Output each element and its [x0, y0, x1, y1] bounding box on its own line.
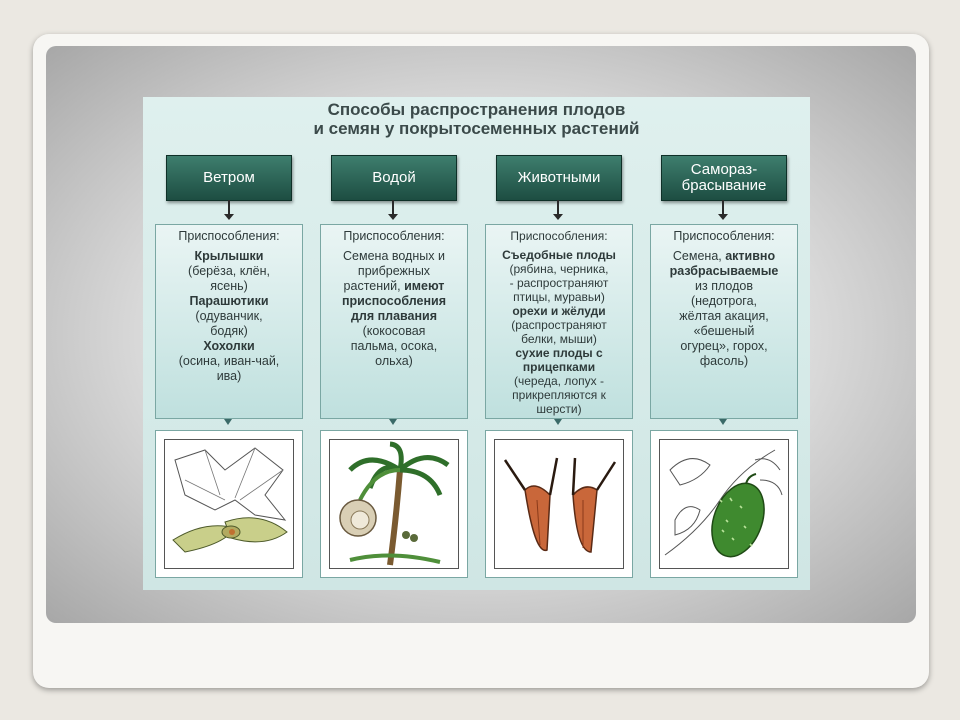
- text-line: прицепками: [522, 360, 596, 374]
- text-line: Крылышки: [194, 249, 264, 263]
- text-line: Парашютики: [189, 294, 269, 308]
- text-line: приспособления: [341, 294, 447, 308]
- text-line: фасоль): [699, 354, 749, 368]
- text-line: орехи и жёлуди: [512, 304, 606, 318]
- arrow-line: [228, 200, 230, 214]
- header-wind: [166, 155, 292, 201]
- text-line: огурец», горох,: [680, 339, 768, 353]
- adaptations-box-wind: [155, 224, 303, 419]
- arrow-head: [553, 214, 563, 220]
- header-label: [682, 162, 767, 194]
- text-line: ольха): [375, 354, 413, 368]
- coconut-palm-illustration: [330, 440, 458, 568]
- picture-bur-seeds: [485, 430, 633, 578]
- text-line: пальма, осока,: [350, 339, 438, 353]
- text-line: из плодов: [695, 279, 753, 293]
- adaptations-box-self-dispersal: [650, 224, 798, 419]
- text-line: ясень): [210, 279, 248, 293]
- text-line: жёлтая акация,: [679, 309, 769, 323]
- arrow-head: [224, 214, 234, 220]
- header-self-dispersal: [661, 155, 787, 201]
- text-line: птицы, муравьи): [513, 290, 605, 304]
- text-line: прибрежных: [357, 264, 431, 278]
- arrow-head: [224, 419, 232, 425]
- adaptations-box-animals: [485, 224, 633, 419]
- arrow-line: [557, 200, 559, 214]
- title-line-2: и семян у покрытосеменных растений: [313, 119, 640, 138]
- header-label: Ветром: [203, 169, 255, 186]
- text-line: (рябина, черника,: [509, 262, 609, 276]
- arrow-line: [392, 200, 394, 214]
- text-line: ива): [216, 369, 242, 383]
- picture-maple-samara: [155, 430, 303, 578]
- text-line: шерсти): [536, 402, 582, 416]
- text-line: сухие плоды с: [515, 346, 603, 360]
- arrow-head: [719, 419, 727, 425]
- text-line: бодяк): [210, 324, 248, 338]
- text-line: (распространяют: [511, 318, 607, 332]
- adaptations-text: [651, 249, 797, 369]
- text-line: Хохолки: [203, 339, 255, 353]
- picture-squirting-cucumber: [650, 430, 798, 578]
- header-label: Водой: [372, 169, 416, 186]
- text-line: «бешеный: [693, 324, 755, 338]
- arrow-head: [554, 419, 562, 425]
- title-line-1: Способы распространения плодов: [327, 100, 626, 119]
- header-label-line: брасывание: [681, 177, 767, 194]
- header-animals: [496, 155, 622, 201]
- arrow-head: [388, 214, 398, 220]
- maple-samara-illustration: [165, 440, 293, 568]
- arrow-head: [718, 214, 728, 220]
- text-line: разбрасываемые: [669, 264, 779, 278]
- text-line: Семена водных и: [343, 249, 445, 263]
- picture-coconut-palm: [320, 430, 468, 578]
- page-title: [143, 100, 810, 138]
- text-line: (кокосовая: [362, 324, 426, 338]
- adaptations-text: [156, 249, 302, 384]
- bur-marigold-seed-illustration: [495, 440, 623, 568]
- text-line: (недотрога,: [690, 294, 758, 308]
- adaptations-caption: Приспособления:: [178, 229, 280, 243]
- text-line: (череда, лопух -: [514, 374, 604, 388]
- adaptations-caption: Приспособления:: [343, 229, 445, 243]
- header-water: [331, 155, 457, 201]
- adaptations-text: [486, 248, 632, 416]
- text-line: Съедобные плоды: [502, 248, 616, 262]
- adaptations-caption: Приспособления:: [510, 229, 608, 243]
- squirting-cucumber-illustration: [660, 440, 788, 568]
- text-line: белки, мыши): [521, 332, 597, 346]
- text-line: (берёза, клён,: [188, 264, 270, 278]
- text-line: прикрепляются к: [512, 388, 606, 402]
- text-line: растений, имеют: [343, 279, 445, 293]
- text-line: - распространяют: [509, 276, 609, 290]
- text-line: (одуванчик,: [195, 309, 263, 323]
- arrow-line: [722, 200, 724, 214]
- text-line: (осина, иван-чай,: [178, 354, 280, 368]
- adaptations-text: [321, 249, 467, 369]
- text-line: Семена, активно: [672, 249, 776, 263]
- adaptations-box-water: [320, 224, 468, 419]
- adaptations-caption: Приспособления:: [673, 229, 775, 243]
- diagram-slide: [143, 97, 810, 590]
- text-line: для плавания: [350, 309, 438, 323]
- header-label: Животными: [517, 169, 601, 186]
- header-label-line: Самораз-: [690, 161, 758, 178]
- arrow-head: [389, 419, 397, 425]
